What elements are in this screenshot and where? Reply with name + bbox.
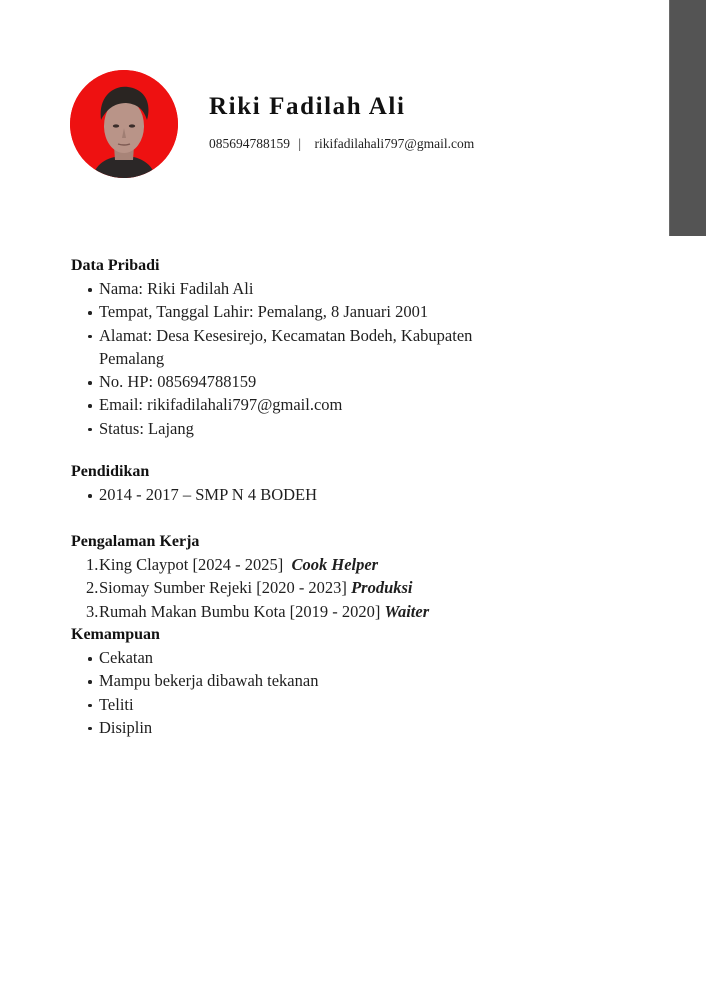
list-item: Mampu bekerja dibawah tekanan [71,669,631,692]
contact-phone: 085694788159 [209,136,290,151]
list-item: Teliti [71,693,631,716]
person-photo-icon [70,70,178,178]
list-item: Tempat, Tanggal Lahir: Pemalang, 8 Januari 2001 [71,300,631,323]
candidate-name: Riki Fadilah Ali [209,93,406,120]
list-item: Email: rikifadilahali797@gmail.com [71,393,631,416]
section-title: Data Pribadi [71,257,160,274]
section-pengalaman-kerja [71,530,631,623]
job-role: Produksi [351,578,413,598]
section-pendidikan [71,460,631,506]
item-number: 2. [86,578,99,598]
section-title: Kemampuan [71,626,160,643]
section-title: Pendidikan [71,463,150,480]
list-item [71,576,631,599]
contact-line [209,135,474,153]
item-number: 3. [86,601,99,621]
job-role: Cook Helper [291,555,379,574]
profile-photo [70,70,178,178]
contact-email: rikifadilahali797@gmail.com [314,136,475,151]
section-data-pribadi [71,254,631,440]
list-item: Disiplin [71,716,631,739]
list-item: Cekatan [71,646,631,669]
work-experience-list [71,553,631,623]
job-role: Waiter [384,601,430,621]
list-item: 2014 - 2017 – SMP N 4 BODEH [71,483,631,506]
list-item: No. HP: 085694788159 [71,370,631,393]
list-item: Alamat: Desa Kesesirejo, Kecamatan Bodeh, Kabupaten Pemalang [71,324,509,371]
list-item [71,553,631,576]
list-item: Nama: Riki Fadilah Ali [71,277,631,300]
list-item [71,600,631,623]
personal-data-list [71,277,631,440]
scrollbar-thumb[interactable] [669,0,706,236]
workplace: King Claypot [2024 - 2025] [99,555,284,574]
item-number: 1. [86,555,99,574]
education-list [71,483,631,506]
skills-list [71,646,631,739]
section-title: Pengalaman Kerja [71,533,200,550]
workplace: Siomay Sumber Rejeki [2020 - 2023] [99,578,347,598]
workplace: Rumah Makan Bumbu Kota [2019 - 2020] [99,601,381,621]
section-kemampuan [71,623,631,739]
contact-separator: | [298,136,302,151]
list-item: Status: Lajang [71,417,631,440]
